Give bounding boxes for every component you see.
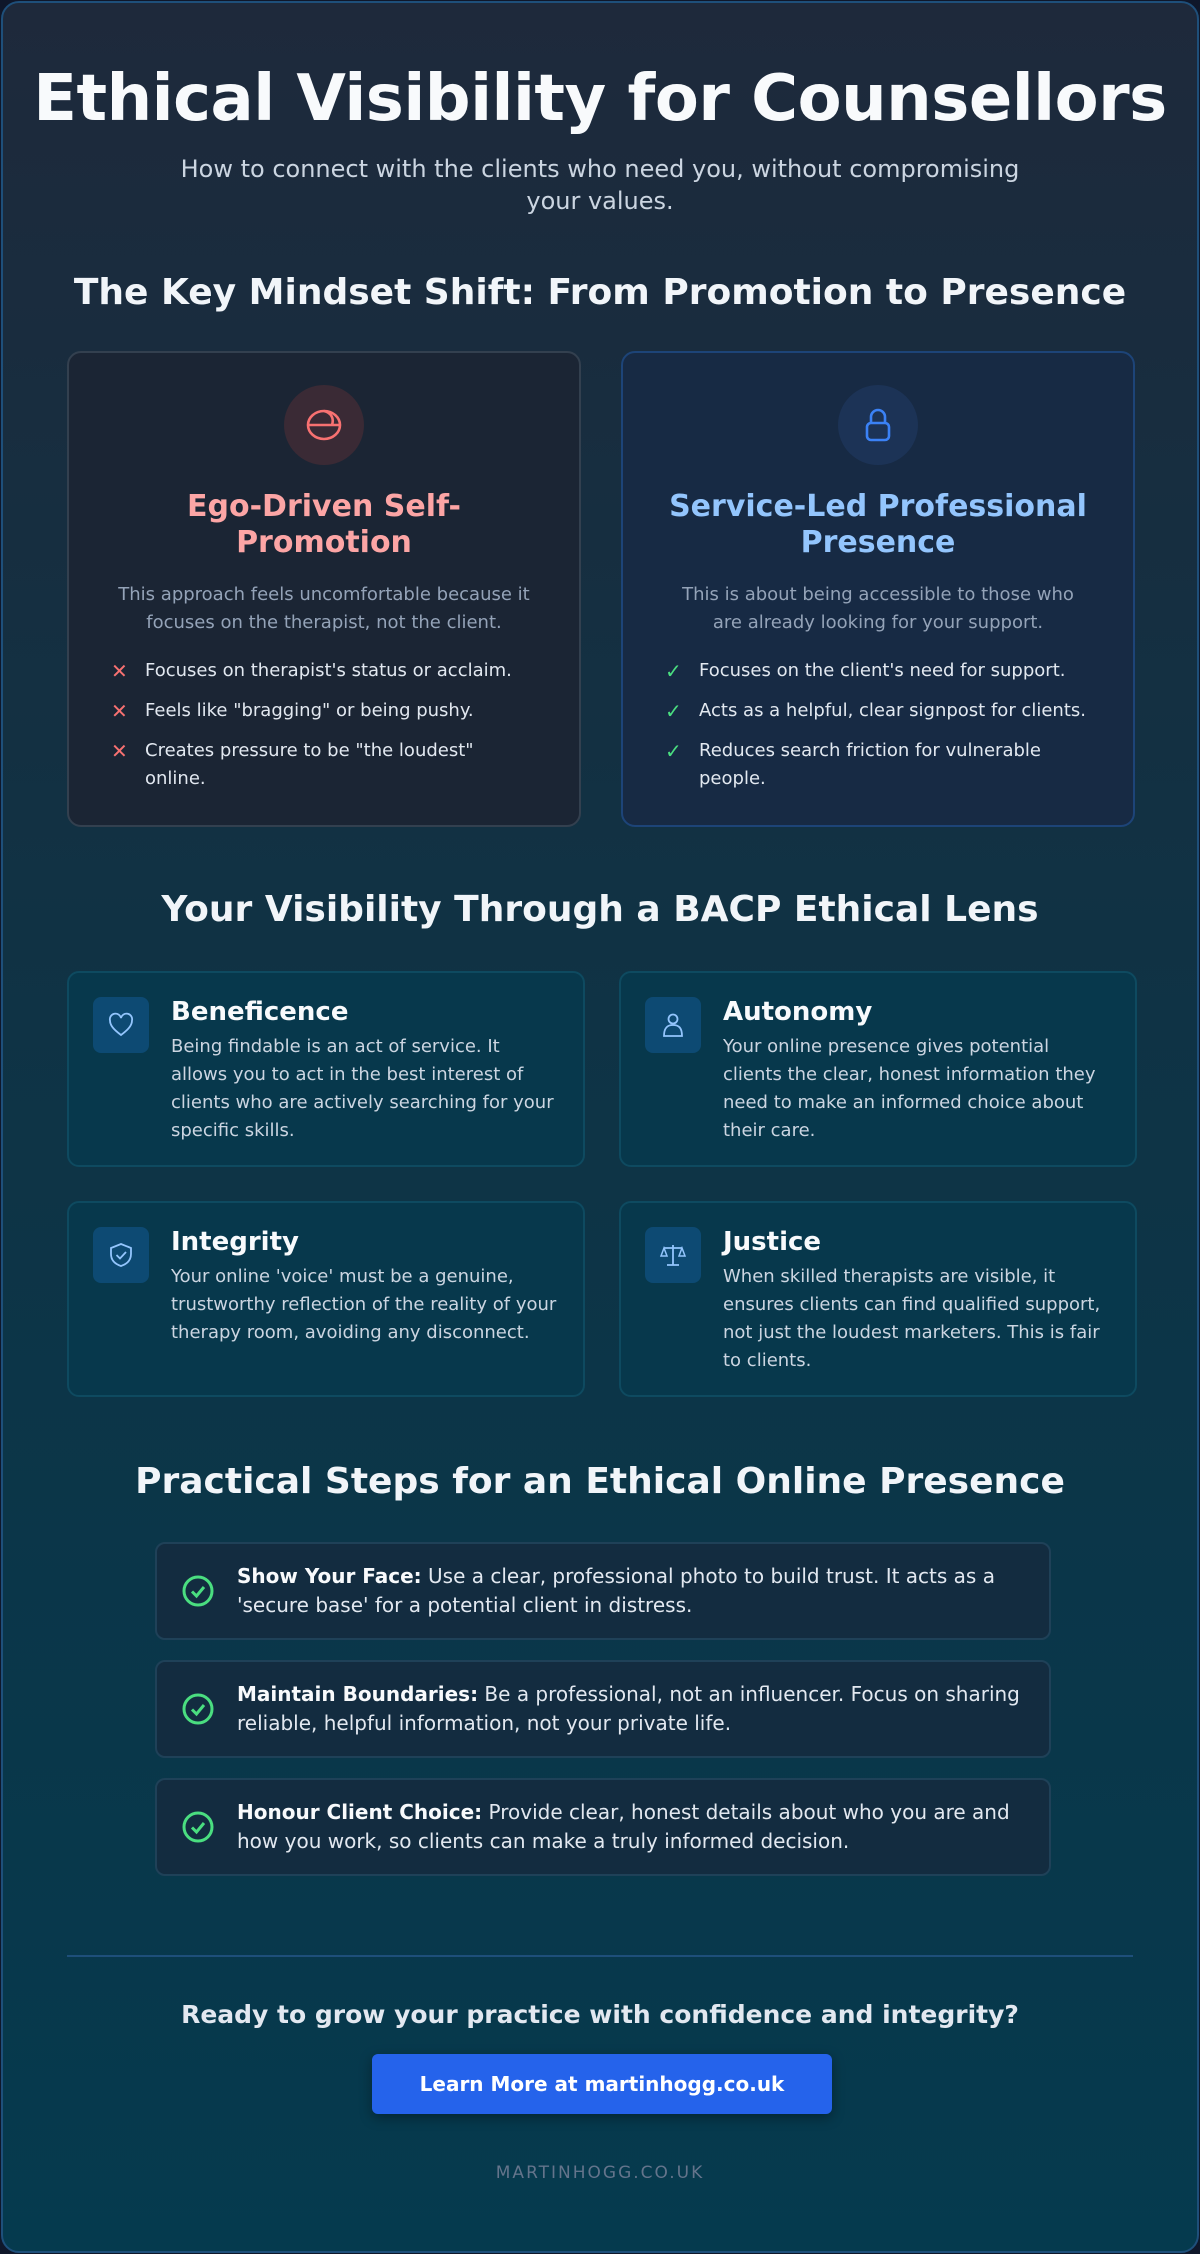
- service-description: This is about being accessible to those who are already looking for your support.: [682, 584, 1074, 633]
- infographic-frame: [1, 1, 1199, 2253]
- footer-domain: MARTINHOGG.CO.UK: [495, 2163, 705, 2183]
- lens-card-justice: [619, 1201, 1137, 1397]
- cta-heading: Ready to grow your practice with confidence and integrity?: [181, 2000, 1019, 2029]
- page-subtitle: How to connect with the clients who need you, without compromising your values.: [180, 155, 1020, 215]
- service-points: [665, 657, 1091, 793]
- list-item: [111, 657, 537, 685]
- step-card: [155, 1778, 1051, 1876]
- lens-card-beneficence: [67, 971, 585, 1167]
- step-text: [237, 1562, 1023, 1620]
- lens-heading: Your Visibility Through a BACP Ethical Lens: [161, 889, 1039, 930]
- check-icon: ✓: [665, 739, 682, 763]
- step-description: Provide clear, honest details about who you are and how you work, so clients can make a truly informed decision.: [237, 1800, 1010, 1853]
- lens-title: Beneficence: [171, 997, 349, 1027]
- cross-icon: ✕: [111, 699, 128, 723]
- cross-icon: ✕: [111, 739, 128, 763]
- divider: [67, 1955, 1133, 1957]
- step-description: Be a professional, not an influencer. Focus on sharing reliable, helpful information, not your private life.: [237, 1682, 1020, 1735]
- list-item: [111, 697, 537, 725]
- service-card: [621, 351, 1135, 827]
- heart-icon: [93, 997, 149, 1053]
- step-card: [155, 1660, 1051, 1758]
- header: [3, 59, 1197, 217]
- lens-description: When skilled therapists are visible, it ensures clients can find qualified support, not just the loudest marketers. This is fair to clients.: [723, 1266, 1101, 1371]
- page-title: Ethical Visibility for Counsellors: [33, 62, 1167, 136]
- service-point: Reduces search friction for vulnerable people.: [699, 740, 1041, 789]
- learn-more-button[interactable]: Learn More at martinhogg.co.uk: [372, 2054, 832, 2114]
- lens-card-autonomy: [619, 971, 1137, 1167]
- list-item: [665, 737, 1091, 793]
- lens-title: Integrity: [171, 1227, 299, 1257]
- ego-title: Ego-Driven Self-Promotion: [187, 489, 461, 560]
- ego-card: [67, 351, 581, 827]
- step-title: Maintain Boundaries:: [237, 1682, 479, 1706]
- lens-description: Your online presence gives potential clients the clear, honest information they need to make an informed choice about their care.: [723, 1036, 1096, 1141]
- list-item: [111, 737, 537, 793]
- check-circle-icon: [181, 1574, 215, 1608]
- step-card: [155, 1542, 1051, 1640]
- list-item: [665, 657, 1091, 685]
- ego-description: This approach feels uncomfortable because it focuses on the therapist, not the client.: [118, 584, 530, 633]
- scales-icon: [645, 1227, 701, 1283]
- step-text: [237, 1798, 1023, 1856]
- mindset-heading: The Key Mindset Shift: From Promotion to Presence: [73, 272, 1127, 313]
- ego-point: Feels like "bragging" or being pushy.: [145, 700, 474, 721]
- steps-heading: Practical Steps for an Ethical Online Presence: [135, 1461, 1065, 1502]
- check-icon: ✓: [665, 699, 682, 723]
- check-circle-icon: [181, 1810, 215, 1844]
- ego-point: Creates pressure to be "the loudest" online.: [145, 740, 474, 789]
- check-icon: ✓: [665, 659, 682, 683]
- step-title: Show Your Face:: [237, 1564, 422, 1588]
- shield-check-icon: [93, 1227, 149, 1283]
- step-description: Use a clear, professional photo to build trust. It acts as a 'secure base' for a potential client in distress.: [237, 1564, 995, 1617]
- service-point: Focuses on the client's need for support.: [699, 660, 1066, 681]
- lens-card-integrity: [67, 1201, 585, 1397]
- lens-title: Justice: [723, 1227, 822, 1257]
- user-icon: [645, 997, 701, 1053]
- step-text: [237, 1680, 1023, 1738]
- lens-description: Your online 'voice' must be a genuine, trustworthy reflection of the reality of your therapy room, avoiding any disconnect.: [171, 1266, 557, 1343]
- cross-icon: ✕: [111, 659, 128, 683]
- ego-point: Focuses on therapist's status or acclaim.: [145, 660, 512, 681]
- check-circle-icon: [181, 1692, 215, 1726]
- list-item: [665, 697, 1091, 725]
- service-point: Acts as a helpful, clear signpost for clients.: [699, 700, 1086, 721]
- ego-points: [111, 657, 537, 793]
- lens-description: Being findable is an act of service. It allows you to act in the best interest of clients who are actively searching for your specific skills.: [171, 1036, 554, 1141]
- lens-title: Autonomy: [723, 997, 873, 1027]
- service-title: Service-Led Professional Presence: [669, 489, 1087, 560]
- lock-icon: [838, 385, 918, 465]
- brain-icon: [284, 385, 364, 465]
- step-title: Honour Client Choice:: [237, 1800, 483, 1824]
